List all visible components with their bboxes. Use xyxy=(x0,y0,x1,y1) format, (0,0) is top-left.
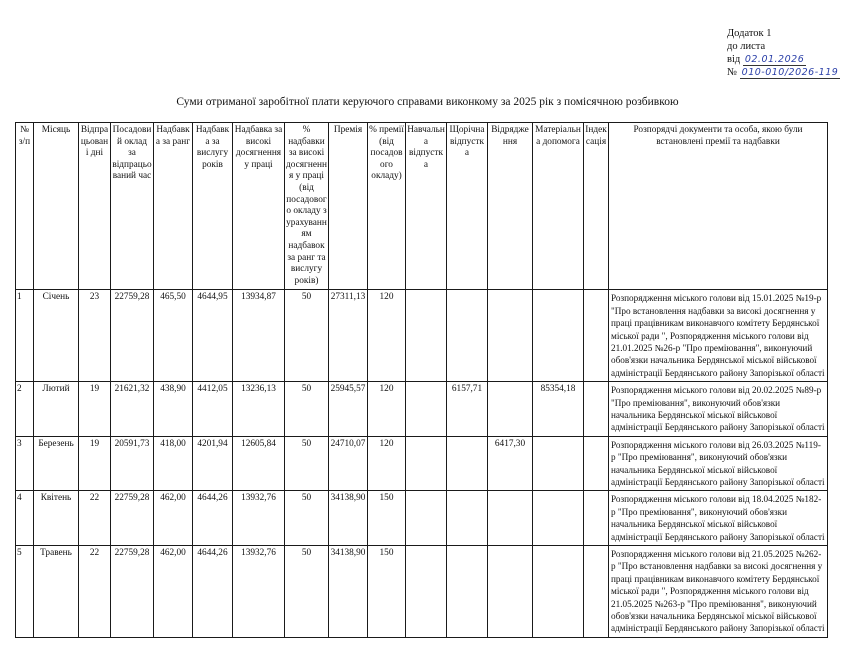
cell-annual-leave: 6157,71 xyxy=(447,382,488,437)
table-row xyxy=(16,546,828,638)
cell-financial-aid xyxy=(533,290,584,382)
cell-month: Лютий xyxy=(34,382,79,437)
cell-achievement-bonus-percent: 50 xyxy=(285,290,329,382)
cell-seniority-bonus: 4201,94 xyxy=(193,436,233,491)
cell-business-trip: 6417,30 xyxy=(488,436,533,491)
header-cell: Премія xyxy=(329,123,368,290)
cell-indexation xyxy=(584,491,609,546)
cell-rank-bonus: 462,00 xyxy=(154,546,193,638)
header-cell: № з/п xyxy=(16,123,34,290)
cell-orders-documents: Розпорядження міського голови від 18.04.2025 №182-р "Про преміювання", виконуючий обов'язки начальника Бердянської міської військової адміністрації Бердянського району Запорізької області xyxy=(609,491,828,546)
cell-indexation xyxy=(584,546,609,638)
cell-row-number: 1 xyxy=(16,290,34,382)
cell-worked-days: 22 xyxy=(79,491,111,546)
cell-bonus: 24710,07 xyxy=(329,436,368,491)
header-cell: Посадовий оклад за відпрацьований час xyxy=(111,123,154,290)
cell-annual-leave xyxy=(447,290,488,382)
annex-letter-label: до листа xyxy=(727,41,766,52)
cell-worked-days: 22 xyxy=(79,546,111,638)
cell-orders-documents: Розпорядження міського голови від 26.03.2025 №119-р "Про преміювання", виконуючий обов'язки начальника Бердянської міської військової адміністрації Бердянського району Запорізької області xyxy=(609,436,828,491)
annex-date-prefix: від xyxy=(727,54,741,65)
cell-bonus-percent: 120 xyxy=(368,436,406,491)
cell-row-number: 4 xyxy=(16,491,34,546)
cell-salary: 22759,28 xyxy=(111,491,154,546)
cell-financial-aid: 85354,18 xyxy=(533,382,584,437)
cell-worked-days: 19 xyxy=(79,436,111,491)
cell-annual-leave xyxy=(447,436,488,491)
table-row xyxy=(16,290,828,382)
header-cell: Розпорядчі документи та особа, якою були встановлені премії та надбавки xyxy=(609,123,828,290)
header-cell: Навчальна відпустка xyxy=(406,123,447,290)
cell-achievement-bonus: 13236,13 xyxy=(233,382,285,437)
cell-study-leave xyxy=(406,436,447,491)
header-cell: Відрядження xyxy=(488,123,533,290)
cell-orders-documents: Розпорядження міського голови від 15.01.2025 №19-р "Про встановлення надбавки за високі досягнення у праці працівникам виконавчого комітету Бердянської міської ради ", Розпорядження міського голови від 21.01.2025 №26-р "Про преміювання", виконуючий обов'язки начальника Бердянської міської військової адміністрації Бердянського району Запорізької області xyxy=(609,290,828,382)
cell-bonus: 27311,13 xyxy=(329,290,368,382)
cell-achievement-bonus-percent: 50 xyxy=(285,546,329,638)
table-row xyxy=(16,491,828,546)
cell-month: Березень xyxy=(34,436,79,491)
header-cell: Матеріальна допомога xyxy=(533,123,584,290)
header-cell: % премії (від посадового окладу) xyxy=(368,123,406,290)
cell-study-leave xyxy=(406,491,447,546)
cell-business-trip xyxy=(488,546,533,638)
annex-number-value: 010-010/2026-119 xyxy=(741,67,839,78)
header-cell: Місяць xyxy=(34,123,79,290)
cell-business-trip xyxy=(488,382,533,437)
cell-rank-bonus: 462,00 xyxy=(154,491,193,546)
table-row xyxy=(16,382,828,437)
cell-study-leave xyxy=(406,290,447,382)
cell-study-leave xyxy=(406,546,447,638)
annex-label: Додаток 1 xyxy=(727,28,772,39)
cell-salary: 21621,32 xyxy=(111,382,154,437)
document-title: Суми отриманої заробітної плати керуючого справами виконкому за 2025 рік з помісячною розбивкою xyxy=(176,96,679,108)
cell-row-number: 2 xyxy=(16,382,34,437)
cell-row-number: 5 xyxy=(16,546,34,638)
cell-business-trip xyxy=(488,491,533,546)
cell-achievement-bonus: 13932,76 xyxy=(233,491,285,546)
annex-number-prefix: № xyxy=(727,67,738,78)
cell-bonus: 34138,90 xyxy=(329,546,368,638)
cell-bonus-percent: 150 xyxy=(368,491,406,546)
cell-achievement-bonus-percent: 50 xyxy=(285,491,329,546)
header-cell: Відпрацьовані дні xyxy=(79,123,111,290)
cell-bonus-percent: 150 xyxy=(368,546,406,638)
cell-rank-bonus: 438,90 xyxy=(154,382,193,437)
annex-block xyxy=(727,27,840,79)
annex-date xyxy=(727,53,840,66)
cell-achievement-bonus: 13934,87 xyxy=(233,290,285,382)
header-cell: Надбавка за ранг xyxy=(154,123,193,290)
cell-orders-documents: Розпорядження міського голови від 20.02.2025 №89-р "Про преміювання", виконуючий обов'язки начальника Бердянської міської військової адміністрації Бердянського району Запорізької області xyxy=(609,382,828,437)
annex-number xyxy=(727,66,840,79)
cell-achievement-bonus-percent: 50 xyxy=(285,436,329,491)
cell-indexation xyxy=(584,382,609,437)
table-row xyxy=(16,436,828,491)
cell-row-number: 3 xyxy=(16,436,34,491)
cell-indexation xyxy=(584,290,609,382)
cell-bonus-percent: 120 xyxy=(368,290,406,382)
cell-worked-days: 19 xyxy=(79,382,111,437)
header-cell: Надбавка за високі досягнення у праці xyxy=(233,123,285,290)
cell-financial-aid xyxy=(533,491,584,546)
cell-salary: 20591,73 xyxy=(111,436,154,491)
cell-salary: 22759,28 xyxy=(111,290,154,382)
cell-indexation xyxy=(584,436,609,491)
cell-seniority-bonus: 4644,95 xyxy=(193,290,233,382)
cell-financial-aid xyxy=(533,546,584,638)
cell-study-leave xyxy=(406,382,447,437)
cell-business-trip xyxy=(488,290,533,382)
cell-achievement-bonus: 12605,84 xyxy=(233,436,285,491)
cell-rank-bonus: 418,00 xyxy=(154,436,193,491)
header-cell: Індексація xyxy=(584,123,609,290)
cell-month: Травень xyxy=(34,546,79,638)
header-cell: Надбавка за вислугу років xyxy=(193,123,233,290)
cell-achievement-bonus: 13932,76 xyxy=(233,546,285,638)
cell-bonus-percent: 120 xyxy=(368,382,406,437)
annex-date-value: 02.01.2026 xyxy=(744,54,805,65)
table-header-row xyxy=(16,123,828,290)
salary-table xyxy=(15,122,828,638)
cell-annual-leave xyxy=(447,491,488,546)
cell-salary: 22759,28 xyxy=(111,546,154,638)
cell-annual-leave xyxy=(447,546,488,638)
cell-bonus: 25945,57 xyxy=(329,382,368,437)
cell-seniority-bonus: 4412,05 xyxy=(193,382,233,437)
header-cell: % надбавки за високі досягнення у праці (від посадового окладу з урахуванням надбавок за ранг та вислугу років) xyxy=(285,123,329,290)
cell-seniority-bonus: 4644,26 xyxy=(193,491,233,546)
cell-month: Квітень xyxy=(34,491,79,546)
cell-bonus: 34138,90 xyxy=(329,491,368,546)
cell-seniority-bonus: 4644,26 xyxy=(193,546,233,638)
cell-orders-documents: Розпорядження міського голови від 21.05.2025 №262-р "Про встановлення надбавки за високі досягнення у праці працівникам виконавчого комітету Бердянської міської ради ", Розпорядження міського голови від 21.05.2025 №263-р "Про преміювання", виконуючий обов'язки начальника Бердянської міської військової адміністрації Бердянського району Запорізької області xyxy=(609,546,828,638)
cell-financial-aid xyxy=(533,436,584,491)
cell-achievement-bonus-percent: 50 xyxy=(285,382,329,437)
cell-rank-bonus: 465,50 xyxy=(154,290,193,382)
header-cell: Щорічна відпустка xyxy=(447,123,488,290)
cell-worked-days: 23 xyxy=(79,290,111,382)
cell-month: Січень xyxy=(34,290,79,382)
